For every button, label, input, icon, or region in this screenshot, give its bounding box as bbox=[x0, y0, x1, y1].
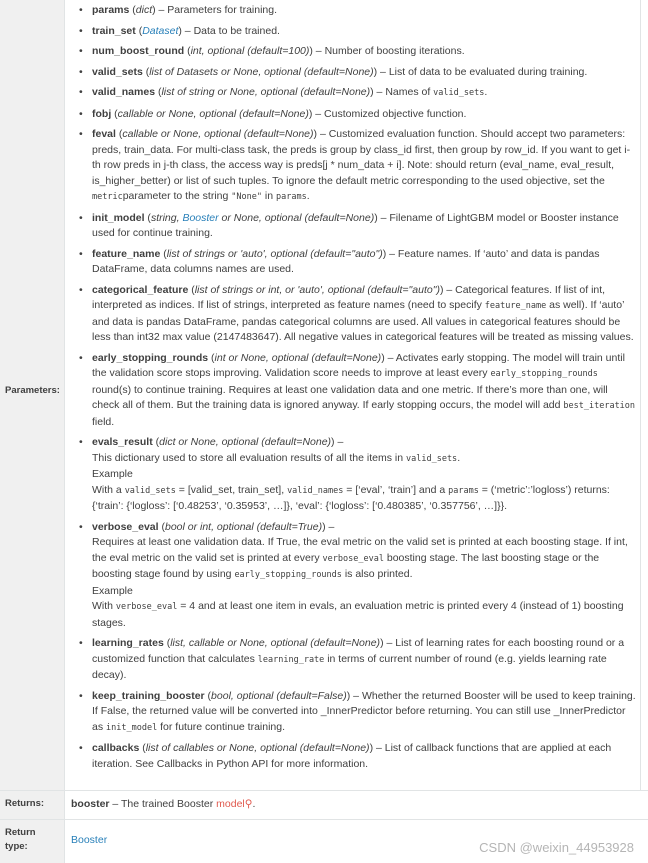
param-params: • params (dict) – Parameters for training. bbox=[76, 3, 636, 19]
booster-link[interactable]: Booster bbox=[182, 211, 219, 224]
watermark: CSDN @weixin_44953928 bbox=[479, 840, 634, 855]
param-categorical-feature: • categorical_feature (list of strings or int, or 'auto', optional (default="auto")) – Categorical features. If list of int, interpreted as indices. If list of strings, interpreted as feature names (need to specify feature_name as well). If ‘auto’ and data is pandas DataFrame, pandas categorical columns are used. All values in categorical features should be less than int32 max value (2147483647). All negative values in categorical features will be treated as missing values. bbox=[76, 283, 636, 346]
param-learning-rates: • learning_rates (list, callable or None, optional (default=None)) – List of learning rates for each boosting round or a customized function that calculates learning_rate in terms of current number of round (e.g. yields learning rate decay). bbox=[76, 636, 636, 684]
returns-value: booster – The trained Booster model⚲. bbox=[71, 798, 256, 810]
row-divider bbox=[0, 790, 648, 791]
returns-label: Returns: bbox=[5, 798, 45, 809]
param-valid-sets: • valid_sets (list of Datasets or None, optional (default=None)) – List of data to be evaluated during training. bbox=[76, 65, 636, 81]
param-callbacks: • callbacks (list of callables or None, optional (default=None)) – List of callback functions that are applied at each iteration. See Callbacks in Python API for more information. bbox=[76, 741, 636, 772]
param-early-stopping-rounds: • early_stopping_rounds (int or None, optional (default=None)) – Activates early stopping. The model will train until the validation score stops improving. Validation score needs to improve at least every early_stopping_rounds round(s) to continue training. Requires at least one validation data and one metric. If there’s more than one, will check all of them. But the training data is ignored anyway. If early stopping occurs, the model will add best_iteration field. bbox=[76, 351, 636, 431]
param-feval: • feval (callable or None, optional (default=None)) – Customized evaluation function. Should accept two parameters: preds, train_data. For multi-class task, the preds is group by class_id first, then group by row_id. If you want to get i-th row preds in j-th class, the access way is preds[j * num_data + i]. Note: should return (eval_name, eval_result, is_higher_better) or list of such tuples. To ignore the default metric corresponding to the used objective, set the metricparameter to the string "None" in params. bbox=[76, 127, 636, 206]
param-valid-names: • valid_names (list of string or None, optional (default=None)) – Names of valid_sets. bbox=[76, 85, 636, 102]
param-num-boost-round: • num_boost_round (int, optional (default=100)) – Number of boosting iterations. bbox=[76, 44, 636, 60]
param-train-set: • train_set (Dataset) – Data to be trained. bbox=[76, 24, 636, 40]
parameters-label: Parameters: bbox=[5, 385, 60, 396]
param-evals-result: • evals_result (dict or None, optional (default=None)) – This dictionary used to store all evaluation results of all the items in valid_sets. Example With a valid_sets = [valid_set, train_set], valid_names = [‘eval’, ‘train’] and a params = (‘metric’:’logloss’) returns: {‘train’: {‘logloss’: [‘0.48253’, ‘0.35953’, …]}, ‘eval’: {‘logloss’: [‘0.480385’, ‘0.357756’, …]}}. bbox=[76, 435, 636, 515]
param-feature-name: • feature_name (list of strings or 'auto', optional (default="auto")) – Feature names. If ‘auto’ and data is pandas DataFrame, data columns names are used. bbox=[76, 247, 636, 278]
parameter-list bbox=[76, 0, 636, 770]
param-fobj: • fobj (callable or None, optional (default=None)) – Customized objective function. bbox=[76, 107, 636, 123]
row-divider bbox=[0, 819, 648, 820]
dataset-link[interactable]: Dataset bbox=[142, 24, 179, 37]
param-keep-training-booster: • keep_training_booster (bool, optional (default=False)) – Whether the returned Booster will be used to keep training. If False, the returned value will be converted into _InnerPredictor before returning. You can still use _InnerPredictor as init_model for future continue training. bbox=[76, 689, 636, 737]
return-type-label: Return type: bbox=[5, 827, 36, 852]
param-init-model: • init_model (string, Booster or None, optional (default=None)) – Filename of LightGBM model or Booster instance used for continue training. bbox=[76, 211, 636, 242]
divider bbox=[640, 0, 641, 790]
label-column bbox=[0, 0, 65, 863]
booster-return-link[interactable]: Booster bbox=[71, 834, 108, 846]
model-link[interactable]: model bbox=[216, 798, 245, 810]
search-icon: ⚲ bbox=[244, 798, 253, 810]
param-verbose-eval: • verbose_eval (bool or int, optional (default=True)) – Requires at least one validation data. If True, the eval metric on the valid set is printed at each boosting stage. If int, the eval metric on the valid set is printed at every verbose_eval boosting stage. The last boosting stage or the boosting stage found by using early_stopping_rounds is also printed. Example With verbose_eval = 4 and at least one item in evals, an evaluation metric is printed every 4 (instead of 1) boosting stages. bbox=[76, 520, 636, 632]
